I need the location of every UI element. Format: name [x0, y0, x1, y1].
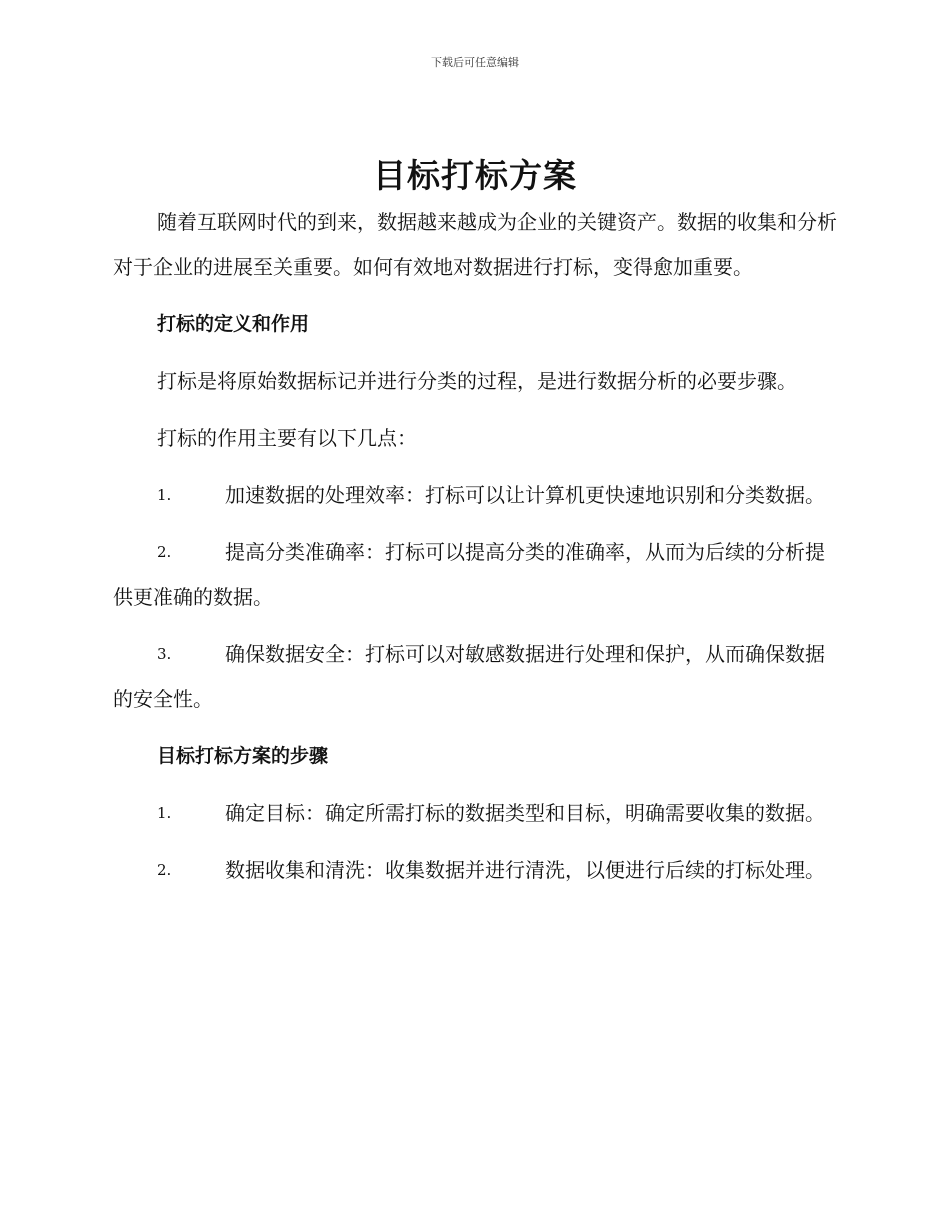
- list-item: [113, 791, 837, 836]
- list-item: [113, 848, 837, 893]
- list-text: 数据收集和清洗：收集数据并进行清洗，以便进行后续的打标处理。: [225, 858, 825, 882]
- list-item: [113, 632, 837, 722]
- purpose-lead: 打标的作用主要有以下几点：: [157, 426, 417, 450]
- list-text: 确定目标：确定所需打标的数据类型和目标，明确需要收集的数据。: [225, 801, 825, 825]
- page-header: 下载后可任意编辑: [431, 56, 519, 69]
- intro-paragraph: 随着互联网时代的到来，数据越来越成为企业的关键资产。数据的收集和分析对于企业的进展至关重要。如何有效地对数据进行打标，变得愈加重要。: [113, 210, 837, 279]
- document-body: [113, 200, 837, 893]
- list-number: 1.: [157, 804, 172, 822]
- document-title: 目标打标方案: [373, 156, 577, 195]
- list-text: 确保数据安全：打标可以对敏感数据进行处理和保护，从而确保数据的安全性。: [113, 642, 825, 711]
- list-item: [113, 530, 837, 620]
- definition-paragraph: 打标是将原始数据标记并进行分类的过程，是进行数据分析的必要步骤。: [157, 369, 797, 393]
- list-text: 提高分类准确率：打标可以提高分类的准确率，从而为后续的分析提供更准确的数据。: [113, 540, 825, 609]
- list-number: 3.: [157, 645, 172, 663]
- list-text: 加速数据的处理效率：打标可以让计算机更快速地识别和分类数据。: [225, 483, 825, 507]
- list-number: 1.: [157, 486, 172, 504]
- section-heading-steps: 目标打标方案的步骤: [157, 745, 329, 767]
- list-number: 2.: [157, 861, 172, 879]
- list-number: 2.: [157, 543, 172, 561]
- list-item: [113, 473, 837, 518]
- section-heading-definition: 打标的定义和作用: [157, 313, 310, 335]
